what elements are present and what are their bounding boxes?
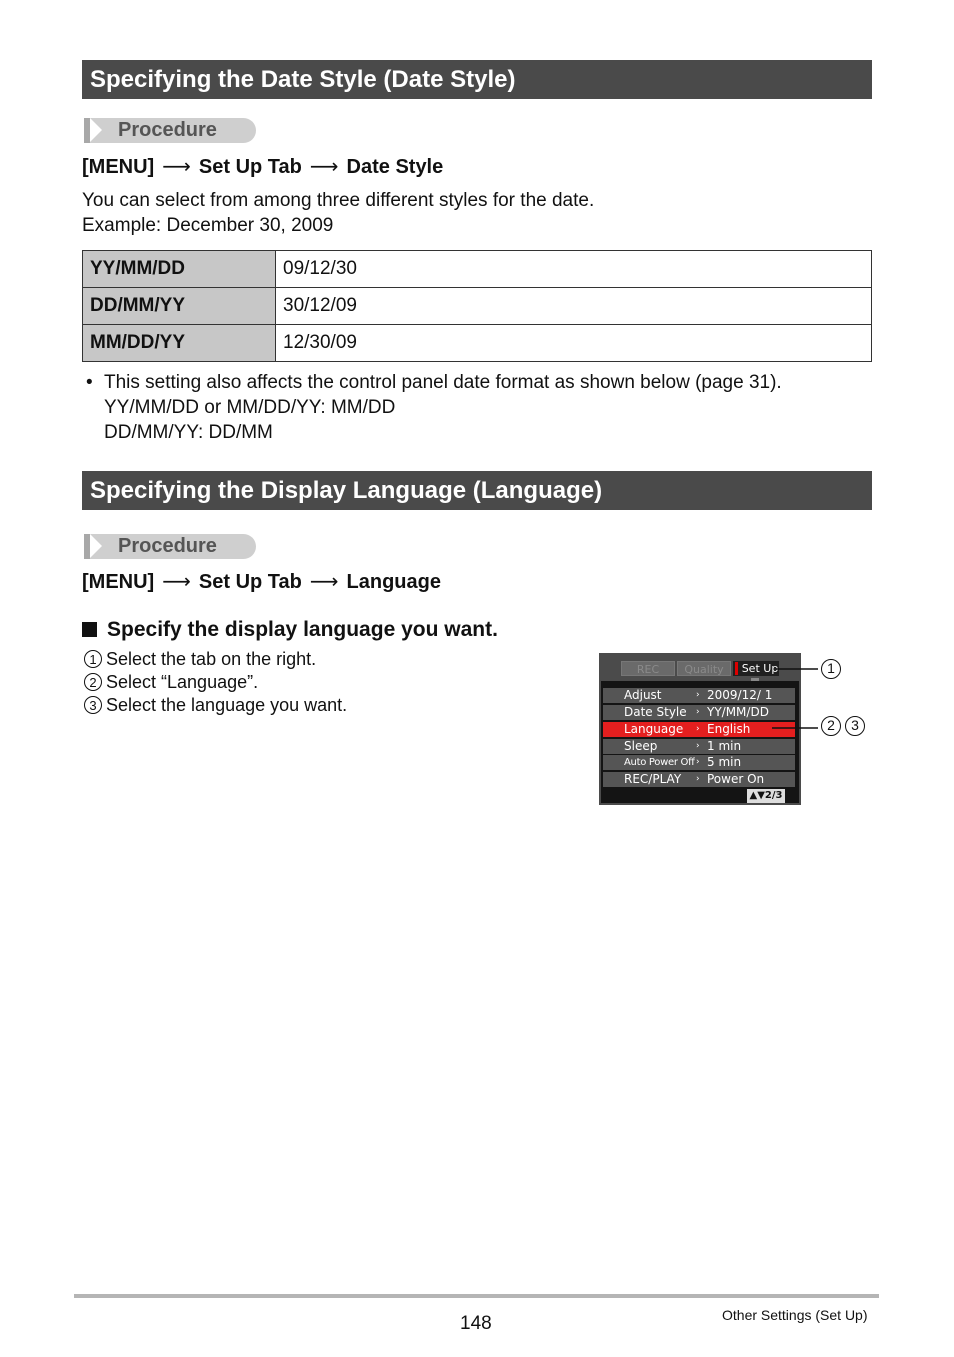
- tab-rec: REC: [621, 661, 675, 676]
- step-text: Select “Language”.: [106, 672, 259, 692]
- style-cell: YY/MM/DD: [83, 251, 276, 288]
- list-item: [84, 694, 347, 717]
- chevron-right-icon: ›: [696, 774, 700, 784]
- procedure-label: [84, 534, 256, 559]
- chevron-right-icon: ›: [696, 690, 700, 700]
- callout-3: 3: [845, 716, 865, 736]
- step-list: [84, 648, 347, 717]
- callout-2: 2: [821, 716, 841, 736]
- step-heading-text: Specify the display language you want.: [107, 618, 498, 641]
- path-item: Language: [346, 571, 441, 593]
- tab-marker: [735, 662, 738, 675]
- menu-row-date-style: Date Style › YY/MM/DD: [603, 705, 795, 720]
- menu-row-auto-power-off: Auto Power Off › 5 min: [603, 755, 795, 770]
- step-text: Select the tab on the right.: [106, 649, 317, 669]
- intro-line: You can select from among three different styles for the date.: [82, 190, 595, 211]
- menu-row-rec-play: REC/PLAY › Power On: [603, 772, 795, 787]
- step-number: 2: [84, 673, 102, 691]
- menu-row-sleep: Sleep › 1 min: [603, 739, 795, 754]
- style-cell: MM/DD/YY: [83, 325, 276, 362]
- list-item: [84, 671, 347, 694]
- menu-path-language: [82, 570, 441, 594]
- list-item: [84, 648, 347, 671]
- procedure-chevron-icon: [90, 118, 102, 142]
- tab-setup-label: Set Up: [741, 662, 779, 675]
- menu-path-date-style: [82, 155, 443, 179]
- path-menu: [MENU]: [82, 156, 155, 178]
- step-text: Select the language you want.: [106, 695, 348, 715]
- intro-line: Example: December 30, 2009: [82, 215, 334, 236]
- table-row: [83, 325, 872, 362]
- path-menu: [MENU]: [82, 571, 155, 593]
- callout-lines: [770, 660, 820, 740]
- step-number: 3: [84, 696, 102, 714]
- procedure-label: [84, 118, 256, 143]
- style-cell: DD/MM/YY: [83, 288, 276, 325]
- chevron-right-icon: ›: [696, 757, 700, 767]
- menu-row-language: Language › English: [603, 722, 795, 737]
- date-style-table: [82, 250, 872, 362]
- section-title-language: Specifying the Display Language (Language): [82, 471, 872, 510]
- table-row: [83, 288, 872, 325]
- section-title-date-style: Specifying the Date Style (Date Style): [82, 60, 872, 99]
- tab-quality: Quality: [677, 661, 731, 676]
- procedure-text: Procedure: [118, 119, 217, 141]
- chevron-right-icon: ›: [696, 707, 700, 717]
- path-tab: Set Up Tab: [198, 156, 302, 178]
- square-bullet-icon: [82, 622, 97, 637]
- right-arrow-icon: ⟶: [162, 571, 191, 593]
- menu-tabs: [621, 661, 795, 676]
- menu-row-adjust: Adjust › 2009/12/ 1: [603, 688, 795, 703]
- right-arrow-icon: ⟶: [162, 156, 191, 178]
- table-row: [83, 251, 872, 288]
- procedure-chevron-icon: [90, 534, 102, 558]
- page-number: 148: [460, 1313, 492, 1334]
- bullet: •: [86, 372, 93, 393]
- chevron-right-icon: ›: [696, 724, 700, 734]
- right-arrow-icon: ⟶: [309, 156, 339, 178]
- page-indicator: ▲▼2/3: [747, 789, 785, 803]
- right-arrow-icon: ⟶: [309, 571, 339, 593]
- callout-1: 1: [821, 659, 841, 679]
- example-cell: 12/30/09: [276, 325, 872, 362]
- path-tab: Set Up Tab: [198, 571, 302, 593]
- footer-divider: [74, 1294, 879, 1298]
- note-line: This setting also affects the control panel date format as shown below (page 31).: [104, 372, 782, 393]
- example-cell: 30/12/09: [276, 288, 872, 325]
- note-line: DD/MM/YY: DD/MM: [104, 422, 273, 443]
- step-heading: [82, 617, 498, 643]
- footer-section: Other Settings (Set Up): [722, 1307, 868, 1323]
- step-number: 1: [84, 650, 102, 668]
- example-cell: 09/12/30: [276, 251, 872, 288]
- procedure-text: Procedure: [118, 535, 217, 557]
- note-line: YY/MM/DD or MM/DD/YY: MM/DD: [104, 397, 396, 418]
- chevron-right-icon: ›: [696, 741, 700, 751]
- path-item: Date Style: [346, 156, 444, 178]
- intro-text: [82, 188, 594, 238]
